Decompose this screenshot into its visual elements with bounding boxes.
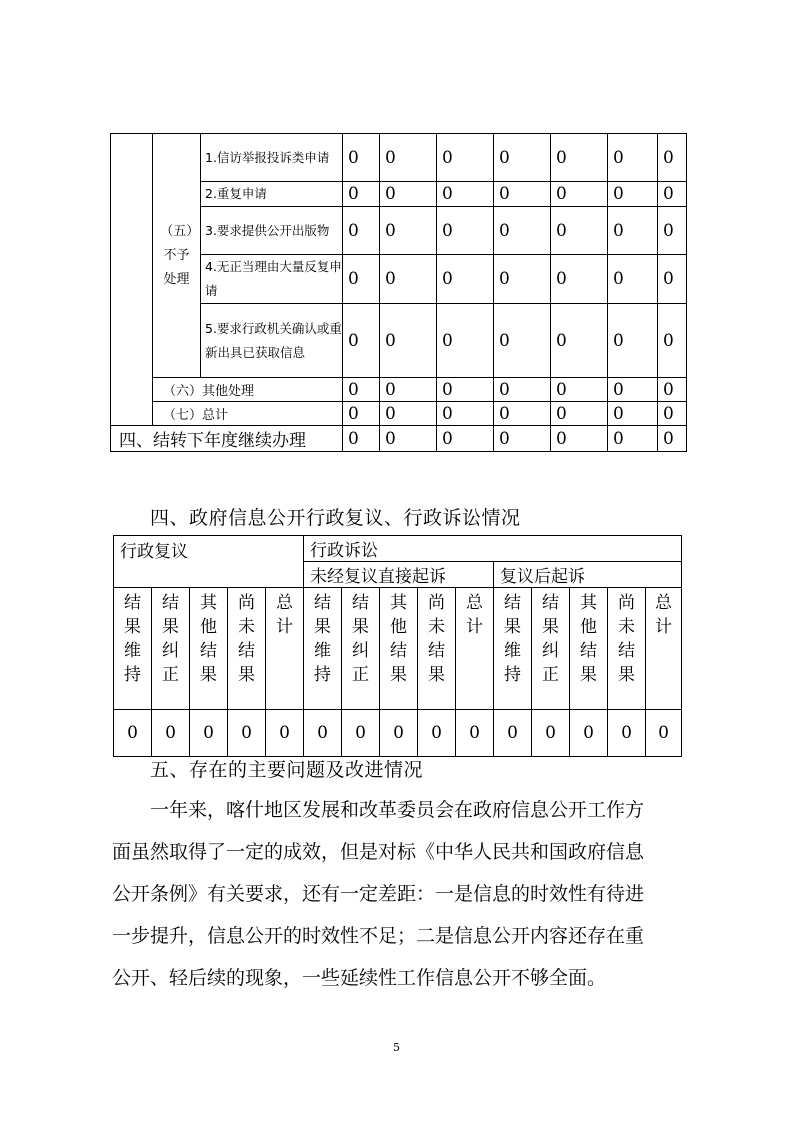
table-row xyxy=(111,426,687,452)
table-row xyxy=(111,402,687,426)
result-header: 结 果 维 持 xyxy=(114,588,152,710)
value-cell: 0 xyxy=(658,402,687,426)
table1-body xyxy=(111,134,687,452)
value-cell: 0 xyxy=(570,710,608,757)
value-cell: 0 xyxy=(343,207,380,255)
value-cell: 0 xyxy=(343,402,380,426)
value-cell: 0 xyxy=(343,182,380,207)
value-cell: 0 xyxy=(380,710,418,757)
result-header: 结 果 纠 正 xyxy=(342,588,380,710)
paragraph-line: 一年来，喀什地区发展和改革委员会在政府信息公开工作方 xyxy=(150,799,645,821)
value-cell: 0 xyxy=(437,207,494,255)
section5-heading: 五、存在的主要问题及改进情况 xyxy=(150,759,424,781)
value-cell: 0 xyxy=(494,710,532,757)
value-cell: 0 xyxy=(380,207,437,255)
row-label: 4.无正当理由大量反复申请 xyxy=(201,255,343,304)
value-cell: 0 xyxy=(342,710,380,757)
value-cell: 0 xyxy=(608,304,658,378)
table-row xyxy=(114,710,682,757)
value-cell: 0 xyxy=(343,304,380,378)
table-row xyxy=(111,134,687,182)
value-cell: 0 xyxy=(114,710,152,757)
value-cell: 0 xyxy=(658,207,687,255)
result-header: 总 计 xyxy=(456,588,494,710)
result-header: 结 果 纠 正 xyxy=(152,588,190,710)
value-cell: 0 xyxy=(658,378,687,402)
value-cell: 0 xyxy=(658,134,687,182)
value-cell: 0 xyxy=(658,304,687,378)
review-header: 行政复议 xyxy=(114,536,304,588)
value-cell: 0 xyxy=(551,134,608,182)
value-cell: 0 xyxy=(608,255,658,304)
value-cell: 0 xyxy=(494,255,551,304)
after-review-litigation-header: 复议后起诉 xyxy=(494,562,682,588)
value-cell: 0 xyxy=(380,426,437,452)
value-cell: 0 xyxy=(380,378,437,402)
direct-litigation-header: 未经复议直接起诉 xyxy=(304,562,494,588)
value-cell: 0 xyxy=(380,134,437,182)
result-header: 其 他 结 果 xyxy=(190,588,228,710)
row-label: 四、结转下年度继续办理 xyxy=(111,426,343,452)
table-row xyxy=(111,378,687,402)
result-header: 其 他 结 果 xyxy=(570,588,608,710)
page-number: 5 xyxy=(393,1041,400,1054)
result-header: 总 计 xyxy=(266,588,304,710)
value-cell: 0 xyxy=(551,378,608,402)
row-label: 2.重复申请 xyxy=(201,182,343,207)
table-header-row xyxy=(114,588,682,710)
value-cell: 0 xyxy=(646,710,682,757)
paragraph-line: 公开、轻后续的现象，一些延续性工作信息公开不够全面。 xyxy=(112,967,607,989)
table-header-row xyxy=(114,536,682,562)
value-cell: 0 xyxy=(304,710,342,757)
value-cell: 0 xyxy=(608,402,658,426)
paragraph-line: 面虽然取得了一定的成效，但是对标《中华人民共和国政府信息 xyxy=(112,841,645,863)
value-cell: 0 xyxy=(494,426,551,452)
value-cell: 0 xyxy=(494,378,551,402)
paragraph-line: 公开条例》有关要求，还有一定差距：一是信息的时效性有待进 xyxy=(112,883,645,905)
value-cell: 0 xyxy=(437,402,494,426)
value-cell: 0 xyxy=(494,402,551,426)
category-label: （五）不予处理 xyxy=(160,223,193,287)
result-header: 总 计 xyxy=(646,588,682,710)
value-cell: 0 xyxy=(494,304,551,378)
value-cell: 0 xyxy=(343,426,380,452)
value-cell: 0 xyxy=(608,207,658,255)
result-header: 结 果 维 持 xyxy=(304,588,342,710)
row-label: 3.要求提供公开出版物 xyxy=(201,207,343,255)
value-cell: 0 xyxy=(343,378,380,402)
value-cell: 0 xyxy=(608,378,658,402)
result-header: 结 果 维 持 xyxy=(494,588,532,710)
value-cell: 0 xyxy=(608,182,658,207)
value-cell: 0 xyxy=(190,710,228,757)
value-cell: 0 xyxy=(658,255,687,304)
value-cell: 0 xyxy=(551,402,608,426)
result-header: 其 他 结 果 xyxy=(380,588,418,710)
value-cell: 0 xyxy=(380,182,437,207)
section4-heading: 四、政府信息公开行政复议、行政诉讼情况 xyxy=(150,507,521,529)
value-cell: 0 xyxy=(380,255,437,304)
row-label: 1.信访举报投诉类申请 xyxy=(201,134,343,182)
value-cell: 0 xyxy=(152,710,190,757)
value-cell: 0 xyxy=(494,207,551,255)
value-cell: 0 xyxy=(456,710,494,757)
value-cell: 0 xyxy=(494,182,551,207)
row-label: 5.要求行政机关确认或重新出具已获取信息 xyxy=(201,304,343,378)
value-cell: 0 xyxy=(608,710,646,757)
processing-results-table xyxy=(110,133,687,452)
value-cell: 0 xyxy=(437,255,494,304)
value-cell: 0 xyxy=(551,426,608,452)
value-cell: 0 xyxy=(437,134,494,182)
value-cell: 0 xyxy=(608,134,658,182)
value-cell: 0 xyxy=(551,182,608,207)
value-cell: 0 xyxy=(437,378,494,402)
value-cell: 0 xyxy=(658,426,687,452)
value-cell: 0 xyxy=(551,255,608,304)
blank-cell xyxy=(111,134,153,426)
value-cell: 0 xyxy=(437,304,494,378)
value-cell: 0 xyxy=(228,710,266,757)
value-cell: 0 xyxy=(551,207,608,255)
value-cell: 0 xyxy=(266,710,304,757)
value-cell: 0 xyxy=(532,710,570,757)
litigation-header: 行政诉讼 xyxy=(304,536,682,562)
value-cell: 0 xyxy=(437,426,494,452)
value-cell: 0 xyxy=(494,134,551,182)
value-cell: 0 xyxy=(418,710,456,757)
value-cell: 0 xyxy=(380,402,437,426)
category-label-cell xyxy=(153,134,201,378)
review-litigation-table xyxy=(113,535,682,757)
value-cell: 0 xyxy=(343,255,380,304)
value-cell: 0 xyxy=(608,426,658,452)
paragraph-line: 一步提升，信息公开的时效性不足；二是信息公开内容还存在重 xyxy=(112,925,645,947)
row-label: （六）其他处理 xyxy=(153,378,343,402)
result-header: 结 果 纠 正 xyxy=(532,588,570,710)
value-cell: 0 xyxy=(343,134,380,182)
row-label: （七）总计 xyxy=(153,402,343,426)
value-cell: 0 xyxy=(437,182,494,207)
value-cell: 0 xyxy=(658,182,687,207)
value-cell: 0 xyxy=(551,304,608,378)
value-cell: 0 xyxy=(380,304,437,378)
result-header: 尚 未 结 果 xyxy=(608,588,646,710)
result-header: 尚 未 结 果 xyxy=(228,588,266,710)
result-header: 尚 未 结 果 xyxy=(418,588,456,710)
